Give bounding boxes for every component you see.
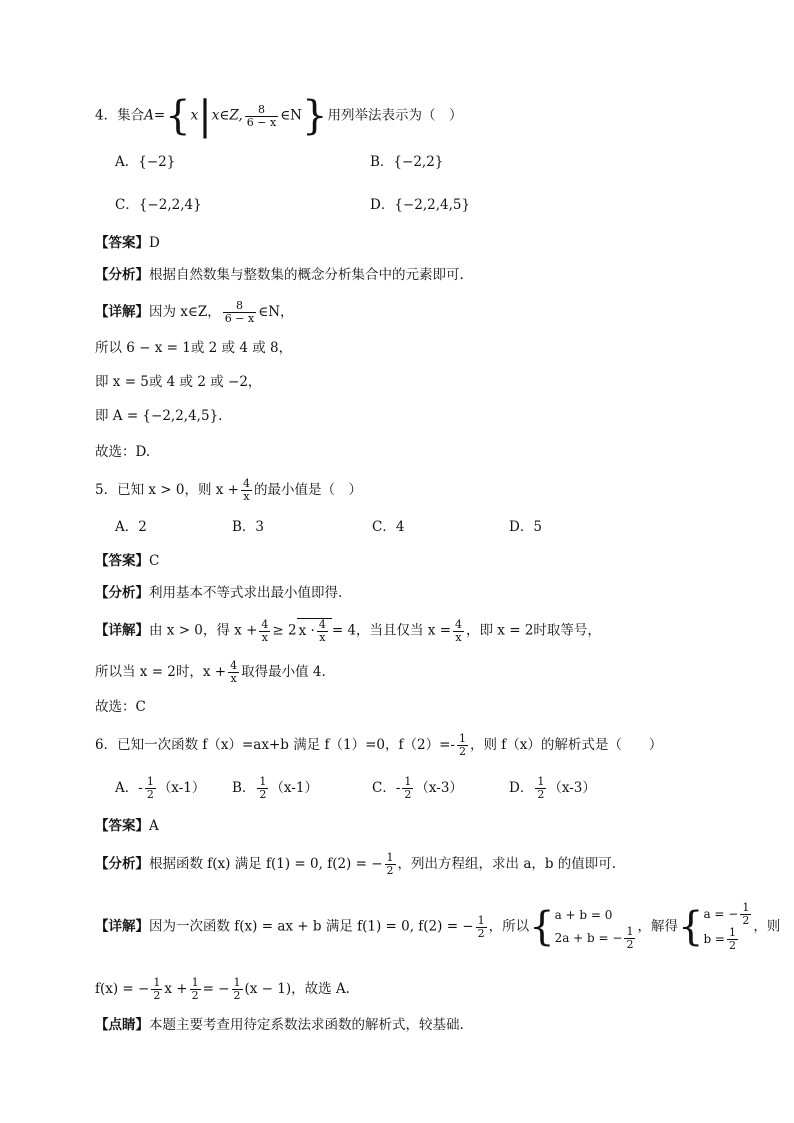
q4-detail-2: 所以 6 − x = 1或 2 或 4 或 8， <box>95 340 293 356</box>
q5-option-b: B．3 <box>232 519 265 535</box>
q5-option-c: C．4 <box>372 519 405 535</box>
q5-detail-1: 【详解】由 x > 0，得 x + $\frac{4}{x}$ ≥ 2 x · $\frac{4}{x}$ = 4，当且仅当 x = $\frac{4}{x}$ ，即 x = 2时取等号， <box>95 617 601 644</box>
q4-option-d: D．{−2,2,4,5} <box>370 197 471 213</box>
q6-result: f(x) = − $\frac{1}{2}$ x + $\frac{1}{2}$ = − $\frac{1}{2}$ (x − 1)，故选 A. <box>95 976 350 1002</box>
q6-option-d: D． $\frac{1}{2}$ （x-3） <box>509 775 596 801</box>
q5-choose: 故选：C <box>95 699 146 715</box>
q5-option-d: D．5 <box>509 519 542 535</box>
q6-answer: 【答案】A <box>95 818 159 834</box>
q4-detail-3: 即 x = 5或 4 或 2 或 −2， <box>95 374 262 390</box>
q5-option-a: A．2 <box>115 519 147 535</box>
q6-detail-1: 【详解】因为一次函数 f(x) = ax + b 满足 f(1) = 0, f(2) = − $\frac{1}{2}$ ，所以{ a + b = 0 2a + b = − $\frac{1}{2}$ ，解得{ a = − $\frac{1}{2}$ b = $\frac{1}{2}$ ，则 <box>95 901 781 952</box>
q4-option-c: C．{−2,2,4} <box>115 197 202 213</box>
q5-answer: 【答案】C <box>95 553 160 569</box>
q4-option-a: A．{−2} <box>115 154 176 170</box>
q6-option-a: A．- $\frac{1}{2}$ （x-1） <box>115 775 206 801</box>
q6-stem: 6．已知一次函数 f（x）=ax+b 满足 f（1）=0，f（2）=- $\frac{1}{2}$ ，则 f（x）的解析式是（ ） <box>95 732 663 758</box>
q4-analysis: 【分析】根据自然数集与整数集的概念分析集合中的元素即可. <box>95 267 464 283</box>
q6-analysis: 【分析】根据函数 f(x) 满足 f(1) = 0, f(2) = − $\frac{1}{2}$ ，列出方程组，求出 a，b 的值即可. <box>95 851 617 877</box>
q6-option-b: B． $\frac{1}{2}$ （x-1） <box>232 775 318 801</box>
q5-analysis: 【分析】利用基本不等式求出最小值即得. <box>95 585 343 601</box>
q5-detail-2: 所以当 x = 2时，x + $\frac{4}{x}$ 取得最小值 4. <box>95 659 326 685</box>
q6-option-c: C．- $\frac{1}{2}$ （x-3） <box>372 775 463 801</box>
q4-fraction: $\frac{8}{6 - x}$ <box>246 102 277 129</box>
q4-stem: 4．集合A={x|x∈Z, $\frac{8}{6 - x}$ ∈N}用列举法表示为（ ） <box>95 93 463 139</box>
q6-note: 【点睛】本题主要考查用待定系数法求函数的解析式，较基础. <box>95 1017 464 1033</box>
q4-choose: 故选：D. <box>95 444 151 460</box>
q4-detail-4: 即 A = {−2,2,4,5}. <box>95 408 223 424</box>
q4-option-b: B．{−2,2} <box>370 154 444 170</box>
q4-answer: 【答案】D <box>95 235 160 251</box>
q4-detail-1: 【详解】因为 x∈Z， $\frac{8}{6 - x}$ ∈N， <box>95 299 294 325</box>
q5-stem: 5．已知 x > 0，则 x + $\frac{4}{x}$ 的最小值是（ ） <box>95 477 362 503</box>
